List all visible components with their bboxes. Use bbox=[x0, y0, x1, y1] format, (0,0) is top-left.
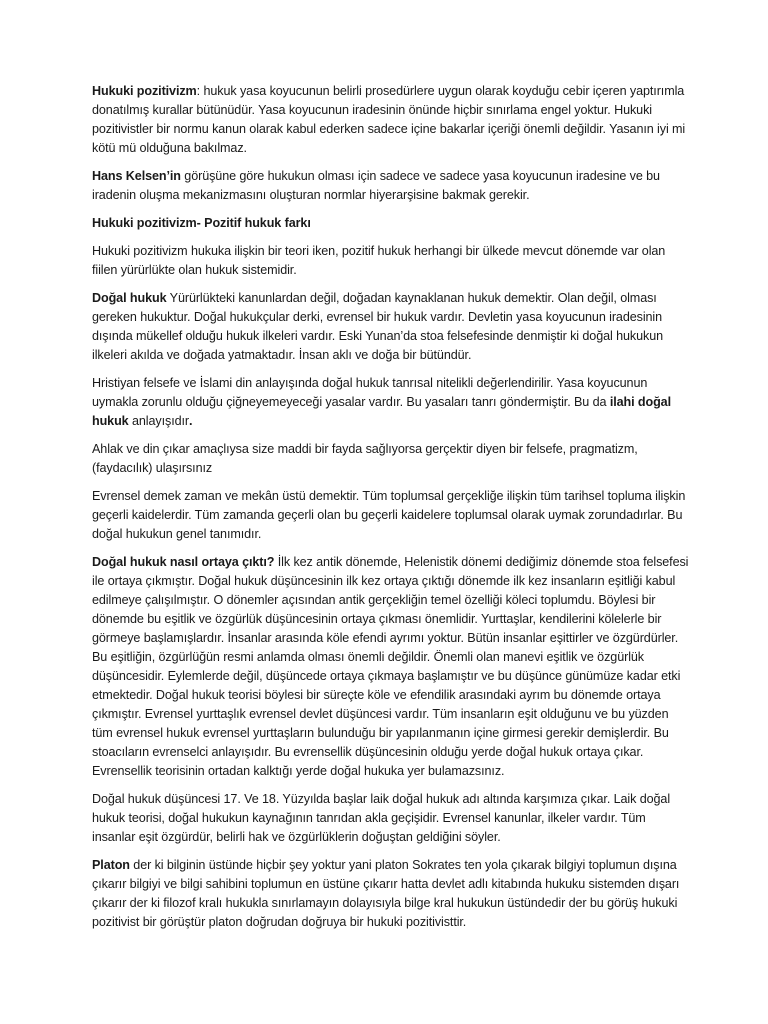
term-hans-kelsen: Hans Kelsen’in bbox=[92, 169, 181, 183]
paragraph-text: Hukuki pozitivizm hukuka ilişkin bir teori iken, pozitif hukuk herhangi bir ülkede mevcut dönemde var olan fiilen yürürlükte olan hukuk sistemidir. bbox=[92, 244, 666, 277]
term-platon: Platon bbox=[92, 858, 130, 872]
paragraph-text: Evrensel demek zaman ve mekân üstü demektir. Tüm toplumsal gerçekliğe ilişkin tüm tarihsel topluma ilişkin geçerli kaidelerdir. Tüm zamanda geçerli olan bu geçerli kaidelere toplumsal olarak uymak zorundadırlar. Bu doğal hukukun genel tanımıdır. bbox=[92, 489, 686, 541]
paragraph-text: Ahlak ve din çıkar amaçlıysa size maddi bir fayda sağlıyorsa gerçektir diyen bir felsefe, pragmatizm, (faydacılık) ulaşırsınız bbox=[92, 442, 638, 475]
paragraph-evrensel bbox=[92, 487, 692, 544]
paragraph-period: . bbox=[189, 414, 193, 428]
term-ilahi-dogal-hukuk: ilahi doğal hukuk bbox=[92, 395, 671, 428]
paragraph-text: der ki bilginin üstünde hiçbir şey yoktur yani platon Sokrates ten yola çıkarak bilgiyi toplumun dışına çıkarır bilgiyi ve bilgi sahibini toplumun en üstüne çıkarır hatta devlet adlı kitabında hukuku sistemden dışarı çıkarır der ki filozof kralı hukukla sınırlamayın dolayısıyla bilge kral hukukun üstündedir der bu görüş hukuki pozitivist bir görüştür platon doğrudan doğruya bir hukuki pozitivisttir. bbox=[92, 858, 680, 929]
paragraph-platon bbox=[92, 856, 692, 932]
term-nasil-ortaya-cikti: Doğal hukuk nasıl ortaya çıktı? bbox=[92, 555, 275, 569]
paragraph-text: görüşüne göre hukukun olması için sadece ve sadece yasa koyucunun iradesine ve bu iradenin oluşma mekanizmasını oluşturan normlar hiyerarşisine bakmak gerekir. bbox=[92, 169, 660, 202]
paragraph-text: anlayışıdır bbox=[128, 414, 189, 428]
paragraph-text: İlk kez antik dönemde, Helenistik dönemi dediğimiz dönemde stoa felsefesi ile ortaya çıkmıştır. Doğal hukuk düşüncesinin ilk kez ortaya çıktığı dönemde ilk kez insanların eşitliği kabul edilmeye çalışılmıştır. O dönemler açısından antik gerçekliğin temel özelliği köleci toplumdu. Böylesi bir dönemde bu eşitlik ve özgürlük düşüncesinin ortaya çıkması önemlidir. Yurttaşlar, kendilerini kölelerle bir görmeye başlamışlardır. İnsanlar arasında köle efendi ayrımı yoktur. Bütün insanlar eşittirler ve özgürdürler. Bu eşitliğin, özgürlüğün resmi anlamda olması önemli değildir. Önemli olan manevi eşitlik ve özgürlük düşüncesidir. Eylemlerde değil, düşüncede ortaya çıkmaya başlamıştır ve bu düşünce günümüze kadar etki etmektedir. Doğal hukuk teorisi böylesi bir süreçte köle ve efendilik arasındaki ayrım bu dönemde ortaya çıkmıştır. Evrensel yurttaşlık evrensel devlet düşüncesi vardır. Tüm insanların eşit olduğunu ve bu yüzden tüm evrensel hukuk evrensel yurttaşların bulunduğu bir yapılanmanın içine girmesi gerekir demişlerdir. Bu stoacıların evrenselci anlayışıdır. Bu evrensellik düşüncesinin olduğu yerde doğal hukuk ortaya çıkar. Evrensellik teorisinin ortadan kalktığı yerde doğal hukuka yer bulamazsınız. bbox=[92, 555, 689, 778]
paragraph-pozitif-hukuk bbox=[92, 242, 692, 280]
paragraph-pragmatizm bbox=[92, 440, 692, 478]
paragraph-hans-kelsen bbox=[92, 167, 692, 205]
paragraph-nasil-ortaya-cikti bbox=[92, 553, 692, 781]
document-page bbox=[92, 82, 692, 941]
paragraph-text: Yürürlükteki kanunlardan değil, doğadan kaynaklanan hukuk demektir. Olan değil, olması gereken hukuktur. Doğal hukukçular derki, evrensel bir hukuk vardır. Devletin yasa koyucunun iradesinin dışında mükellef olduğu hukuk ilkeleri vardır. Eski Yunan’da stoa felsefesinde denmiştir ki doğal hukukun ilkeleri akılda ve doğada yatmaktadır. İnsan aklı ve doğa bir bütündür. bbox=[92, 291, 664, 362]
term-hukuki-pozitivizm: Hukuki pozitivizm bbox=[92, 84, 197, 98]
paragraph-text: Doğal hukuk düşüncesi 17. Ve 18. Yüzyılda başlar laik doğal hukuk adı altında karşımıza çıkar. Laik doğal hukuk teorisi, doğal hukukun kaynağının tanrıdan akla geçişidir. Evrensel kanunlar, ilkeler vardır. Tüm insanlar eşit özgürdür, belirli hak ve özgürlüklerin doğuştan geldiğini söyler. bbox=[92, 792, 671, 844]
section-heading-pozitivizm-farki bbox=[92, 214, 692, 233]
paragraph-text: : hukuk yasa koyucunun belirli prosedürlere uygun olarak koyduğu cebir içeren yaptırımla donatılmış kurallar bütünüdür. Yasa koyucunun iradesinin önünde hiçbir sınırlama engel yoktur. Hukuki pozitivistler bir normu kanun olarak kabul ederken sadece içine bakarlar içeriği önemli değildir. Yasanın iyi mi kötü mü olduğuna bakılmaz. bbox=[92, 84, 686, 155]
paragraph-laik-dogal-hukuk bbox=[92, 790, 692, 847]
paragraph-hukuki-pozitivizm bbox=[92, 82, 692, 158]
paragraph-ilahi-dogal-hukuk bbox=[92, 374, 692, 431]
paragraph-dogal-hukuk bbox=[92, 289, 692, 365]
heading-text: Hukuki pozitivizm- Pozitif hukuk farkı bbox=[92, 216, 311, 230]
paragraph-text: Hristiyan felsefe ve İslami din anlayışında doğal hukuk tanrısal nitelikli değerlendirilir. Yasa koyucunun uymakla zorunlu olduğu çiğneyemeyeceği yasalar vardır. Bu yasaları tanrı göndermiştir. Bu da bbox=[92, 376, 648, 409]
term-dogal-hukuk: Doğal hukuk bbox=[92, 291, 167, 305]
